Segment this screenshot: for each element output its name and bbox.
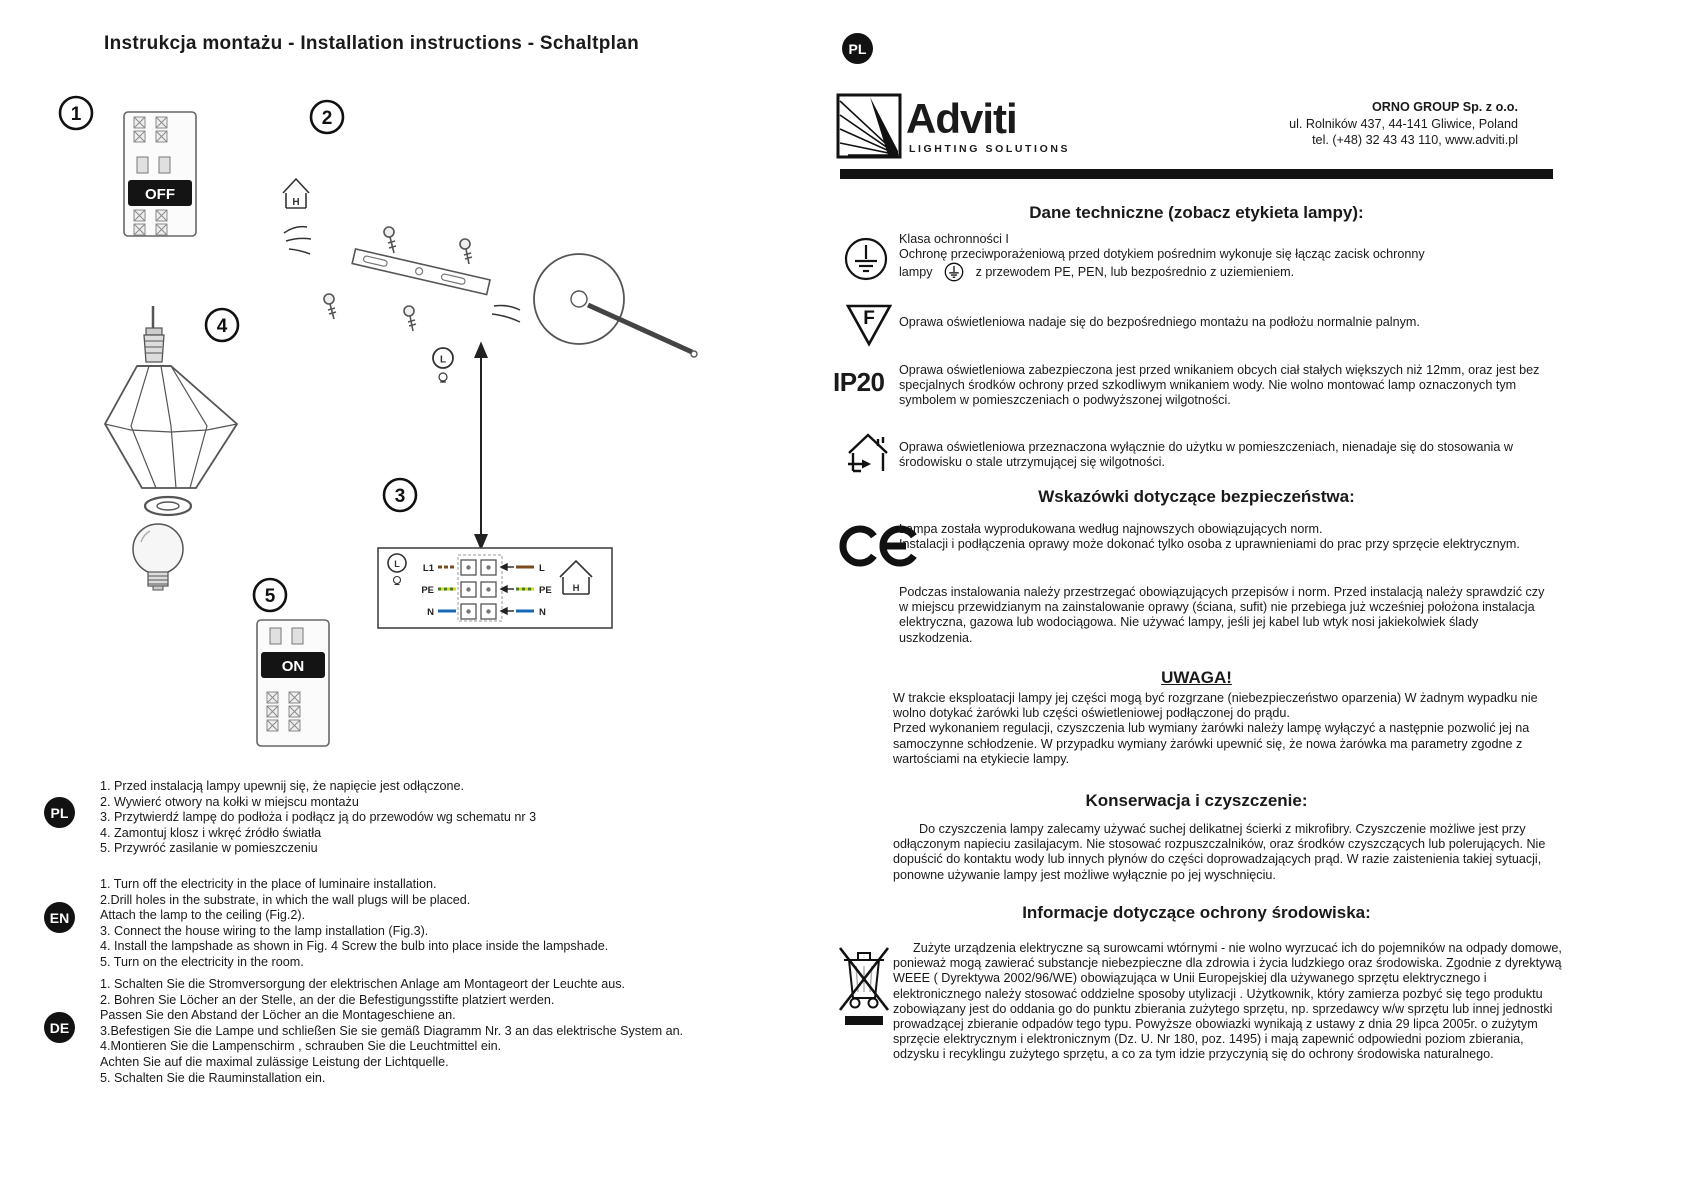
terminal-label: L1	[422, 563, 434, 574]
terminal-label: N	[427, 607, 434, 618]
svg-text:L: L	[439, 354, 447, 366]
en-instructions-list	[100, 877, 745, 971]
svg-text:H: H	[292, 197, 300, 208]
instruction-line: 5. Schalten Sie die Rauminstallation ein.	[100, 1070, 326, 1085]
figure3-badge	[384, 479, 416, 511]
environment-paragraph: Zużyte urządzenia elektryczne są surowcami wtórnymi - nie wolno wyrzucać ich do pojemników na odpady domowe, ponieważ mogą zawierać substancje niebezpieczne dla zdrowia i życia ludzkiego oraz środowiska. Zgodnie z dyrektywą WEEE ( Dyrektywa 2002/96/WE) obowiązująca w Unii Europejskiej dla używanego sprzętu elektrycznego i elektronicznego należy stosować oddzielne sposoby utylizacji . Użytkownik, który zamierza pozbyć się tego produktu zobowiązany jest do oddania go do punktu zbierania zużytego sprzętu, np. sprzedawcy w/w sprzętu lub innej jednostki prowadzącej zbieranie odpadów tego typu. Powyższe obowiazki wynikają z ustawy z dnia 29 lipca 2005r. o zużytym sprzęcie elektrycznym i elektronicznym (Dz. U. Nr 180, poz. 1495) i mają zapewnić odpowiedni poziom zbierania, odzysku i recyklingu zużytego sprzętu, a co za tym idzie przyczynią się do ochrony środowiska naturalnego.	[893, 941, 1562, 1062]
ceiling-house-icon	[283, 179, 309, 208]
instruction-line: 4. Install the lampshade as shown in Fig. 4 Screw the bulb into place inside the lampshade.	[100, 939, 609, 954]
instruction-line: 4. Zamontuj klosz i wkręć źródło światła	[100, 825, 322, 840]
wiring-diagram	[378, 548, 612, 628]
en-language-badge: EN	[44, 902, 75, 933]
safety-paragraph: Podczas instalowania należy przestrzegać obowiązujących przepisów i norm. Przed instalacją należy sprawdzić czy w miejscu przewidzianym na zainstalowanie oprawy (ściana, sufit) nie przebiega już wcześniej położona instalacja elektryczna, gazowa lub wodociągowa. Nie używać lampy, jeśli jej kabel lub wtyk nosi jakiekolwiek ślady uszkodzenia.	[899, 585, 1545, 645]
address-line: ul. Rolników 437, 44-141 Gliwice, Poland	[1289, 116, 1518, 131]
instruction-line: 3. Przytwierdź lampę do podłoża i podłącz ją do przewodów wg schematu nr 3	[100, 810, 537, 825]
svg-text:1: 1	[70, 104, 82, 125]
instruction-line: 2. Wywierć otwory na kołki w miejscu montażu	[100, 794, 359, 809]
company-address-block	[1098, 99, 1518, 149]
ce-line2: Instalacji i podłączenia oprawy może dokonać tylko osoba z uprawnieniami do prac przy sprzęcie elektrycznym.	[899, 537, 1520, 552]
contact-line: tel. (+48) 32 43 43 110, www.adviti.pl	[1312, 133, 1518, 147]
de-instructions-list	[100, 977, 765, 1086]
instruction-line: 1. Schalten Sie die Stromversorgung der elektrischen Anlage am Montageort der Leuchte aus.	[100, 977, 626, 991]
svg-text:L: L	[394, 559, 400, 569]
svg-text:H: H	[572, 583, 580, 594]
instruction-line: 4.Montieren Sie die Lampenschirm , schrauben Sie die Leuchtmittel ein.	[100, 1039, 502, 1054]
instruction-line: 1. Przed instalacją lampy upewnij się, że napięcie jest odłączone.	[100, 779, 465, 793]
company-name: ORNO GROUP Sp. z o.o.	[1371, 100, 1518, 114]
instruction-line: 5. Przywróć zasilanie w pomieszczeniu	[100, 841, 318, 856]
class1-line3: lampy z przewodem PE, PEN, lub bezpośrednio z uziemieniem.	[899, 262, 1551, 282]
svg-text:F: F	[863, 308, 875, 329]
class1-title: Klasa ochronności I	[899, 232, 1009, 246]
warning-paragraphs	[893, 691, 1557, 767]
terminal-label: PE	[539, 585, 552, 596]
f-text: Oprawa oświetleniowa nadaje się do bezpośredniego montażu na podłożu normalnie palnym.	[899, 315, 1420, 329]
instruction-line: 3.Befestigen Sie die Lampe und schließen Sie sie gemäß Diagramm Nr. 3 an das elektrische System an.	[100, 1023, 684, 1038]
maintenance-heading: Konserwacja i czyszczenie:	[1085, 791, 1308, 810]
ground-symbol-inline-icon	[944, 262, 964, 282]
breaker-off-icon	[124, 112, 196, 236]
header-rule	[840, 169, 1553, 179]
indoor-use-house-icon	[845, 430, 891, 476]
instruction-line: Attach the lamp to the ceiling (Fig.2).	[100, 908, 306, 923]
instruction-line: Achten Sie auf die maximal zulässige Leistung der Lichtquelle.	[100, 1054, 449, 1069]
double-arrow-icon	[476, 344, 487, 548]
indoor-text: Oprawa oświetleniowa przeznaczona wyłącznie do użytku w pomieszczeniach, nienadaje się do stosowania w środowisku o stale utrzymującej się wilgotności.	[899, 440, 1513, 470]
svg-text:ON: ON	[281, 658, 305, 675]
instruction-line: 5. Turn on the electricity in the room.	[100, 954, 304, 969]
figure1-badge	[60, 97, 92, 129]
ce-text	[899, 522, 1551, 552]
svg-text:4: 4	[216, 316, 228, 337]
ce-line1: Lampa została wyprodukowana według najnowszych obowiązujących norm.	[899, 522, 1323, 536]
pl-top-badge: PL	[842, 33, 873, 64]
terminal-label: N	[539, 607, 546, 618]
svg-text:3: 3	[394, 486, 406, 507]
weee-crossed-bin-icon	[838, 938, 890, 1028]
adviti-logo-icon	[836, 93, 902, 159]
light-bulb-icon	[133, 524, 183, 590]
warning-paragraph-1: W trakcie eksploatacji lampy jej części mogą być rozgrzane (niebezpieczeństwo oparzenia) W żadnym wypadku nie wolno dotykać żarówki lub części oświetleniowej podłączonej do prądu.	[893, 691, 1538, 721]
breaker-on-icon	[257, 620, 329, 746]
brand-name: Adviti	[906, 95, 1017, 142]
ip20-label: IP20	[833, 367, 885, 397]
assembly-figures-illustration	[0, 0, 780, 780]
de-language-badge: DE	[44, 1012, 75, 1043]
svg-text:2: 2	[321, 108, 333, 129]
canopy-icon	[492, 254, 697, 357]
svg-text:5: 5	[264, 586, 276, 607]
pl-language-badge: PL	[44, 797, 75, 828]
instruction-line: 3. Connect the house wiring to the lamp installation (Fig.3).	[100, 923, 429, 938]
environment-heading: Informacje dotyczące ochrony środowiska:	[1022, 903, 1371, 922]
tech-section-heading: Dane techniczne (zobacz etykieta lampy):	[1029, 203, 1364, 222]
lamp-terminal-symbol-icon	[433, 348, 453, 382]
figure4-badge	[206, 309, 238, 341]
stripped-wires-icon	[284, 227, 311, 254]
warning-heading: UWAGA!	[1161, 668, 1232, 687]
instruction-line: 2.Drill holes in the substrate, in which the wall plugs will be placed.	[100, 892, 471, 907]
brand-subtitle: LIGHTING SOLUTIONS	[909, 143, 1071, 155]
svg-text:OFF: OFF	[145, 186, 175, 203]
warning-paragraph-2: Przed wykonaniem regulacji, czyszczenia lub wymiany żarówki należy lampę wyłączyć a następnie pozwolić jej na samoczynne schłodzenie. W przypadku wymiany żarówki upewnić się, że nowa żarówka ma parametry zgodne z wartościami na etykiecie lampy.	[893, 721, 1530, 766]
class1-text	[899, 232, 1551, 282]
class1-line2: Ochronę przeciwporażeniową przed dotykiem pośrednim wykonuje się łącząc zacisk ochronny	[899, 247, 1425, 262]
instruction-line: 2. Bohren Sie Löcher an der Stelle, an der die Befestigungsstifte platziert werden.	[100, 992, 555, 1007]
instruction-line: 1. Turn off the electricity in the place of luminaire installation.	[100, 877, 437, 891]
figure5-badge	[254, 579, 286, 611]
pl-instructions-list	[100, 779, 720, 857]
protection-class1-ground-icon	[843, 236, 889, 282]
figure2-badge	[311, 101, 343, 133]
terminal-label: PE	[421, 585, 434, 596]
terminal-label: L	[539, 563, 545, 574]
instruction-line: Passen Sie den Abstand der Löcher an die Montageschiene an.	[100, 1008, 456, 1023]
page-title: Instrukcja montażu - Installation instructions - Schaltplan	[104, 33, 639, 54]
shade-ring-icon	[145, 497, 191, 515]
ip20-text: Oprawa oświetleniowa zabezpieczona jest przed wnikaniem obcych ciał stałych większych niż 12mm, oraz jest bez specjalnych środków ochrony przed szkodliwym wnikaniem wody. Nie wolno montować lamp oznaczonych tym symbolem w pomieszczeniach o podwyższonej wilgotności.	[899, 363, 1540, 408]
maintenance-paragraph: Do czyszczenia lampy zalecamy używać suchej delikatnej ścierki z mikrofibry. Czyszczenie możliwe jest przy odłączonym napieciu zasilajacym. Nie stosować rozpuszczalników, oraz środków czyszczących lub polerujących. Nie dopuścić do kontaktu wody lub innych płynów do części doprowadzających prąd. W razie zaistenienia takiej sytuacji, ponowne używanie lampy jest możliwe wyłącznie po jej wyschnięciu.	[893, 822, 1546, 882]
safety-section-heading: Wskazówki dotyczące bezpieczeństwa:	[1038, 487, 1355, 506]
f-flammable-surface-icon	[845, 303, 893, 347]
mounting-bracket-icon	[352, 249, 490, 295]
